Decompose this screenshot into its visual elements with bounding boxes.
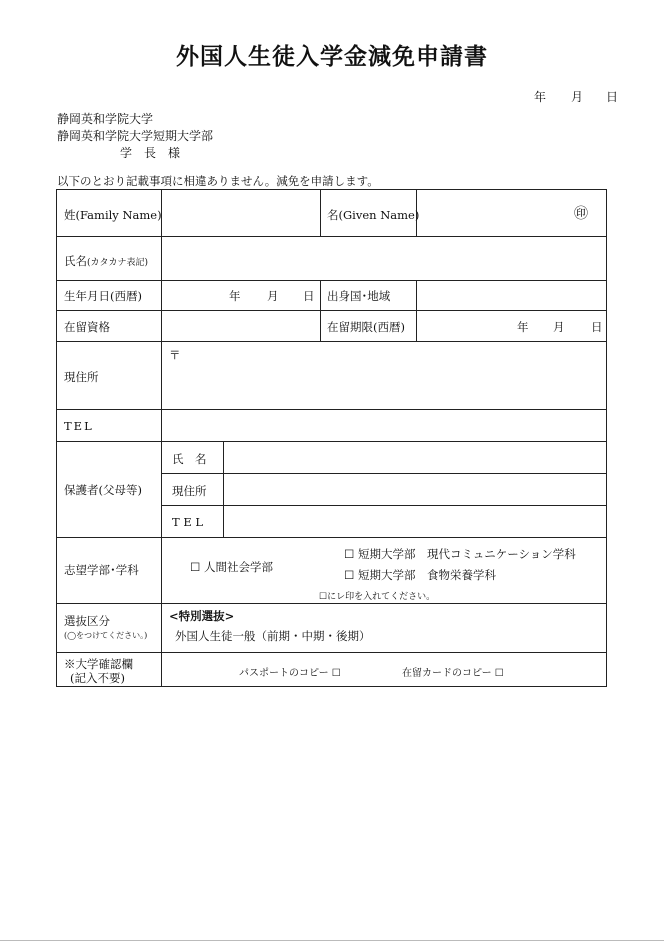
given-name-label: 名(Given Name) xyxy=(327,208,420,222)
application-form-table xyxy=(56,189,607,687)
residence-period-label: 在留期限(西暦) xyxy=(327,320,405,334)
addressee-president: 学 長 様 xyxy=(120,146,181,160)
kana-name-label: 氏名(カタカナ表記) xyxy=(64,254,149,268)
selection-option[interactable]: 外国人生徒一般（前期・中期・後期） xyxy=(175,629,371,643)
residence-status-field[interactable] xyxy=(163,312,318,340)
dept-option-nutrition[interactable]: ☐ 短期大学部 食物栄養学科 xyxy=(344,568,496,582)
date-month-label: 月 xyxy=(571,90,584,104)
selection-heading: <特別選抜> xyxy=(169,609,235,623)
birth-year-label: 年 xyxy=(229,289,241,303)
birthdate-label: 生年月日(西暦) xyxy=(64,289,142,303)
selection-label: 選抜区分 xyxy=(64,614,110,628)
page-bottom-divider xyxy=(0,940,664,941)
tel-field[interactable] xyxy=(163,411,603,440)
dept-instruction: ☐にレ印を入れてください。 xyxy=(319,592,436,602)
guardian-address-label: 現住所 xyxy=(172,484,207,498)
kana-name-field[interactable] xyxy=(163,238,603,278)
page-title: 外国人生徒入学金減免申請書 xyxy=(176,43,488,70)
guardian-tel-label: T E L xyxy=(172,515,204,529)
dept-option-communication[interactable]: ☐ 短期大学部 現代コミュニケーション学科 xyxy=(344,547,576,561)
guardian-name-label: 氏 名 xyxy=(172,452,207,466)
seal-mark: ㊞ xyxy=(574,206,588,222)
tel-label: TEL xyxy=(64,419,94,433)
guardian-tel-field[interactable] xyxy=(225,507,603,536)
birthplace-label: 出身国･地域 xyxy=(327,289,391,303)
family-name-label: 姓(Family Name) xyxy=(64,208,162,222)
period-year-label: 年 xyxy=(517,320,529,334)
residence-period-field[interactable] xyxy=(419,312,604,340)
address-field[interactable] xyxy=(163,343,603,407)
passport-copy-check[interactable]: パスポートのコピー ☐ xyxy=(239,668,341,679)
residence-status-label: 在留資格 xyxy=(64,320,110,334)
office-use-note: (記入不要) xyxy=(70,671,125,685)
postal-mark: 〒 xyxy=(169,348,181,362)
intro-statement: 以下のとおり記載事項に相違ありません。減免を申請します。 xyxy=(57,174,379,188)
period-month-label: 月 xyxy=(553,320,565,334)
residence-card-copy-check[interactable]: 在留カードのコピー ☐ xyxy=(402,668,504,679)
birth-day-label: 日 xyxy=(303,289,315,303)
birth-month-label: 月 xyxy=(267,289,279,303)
dept-option-humanities[interactable]: ☐ 人間社会学部 xyxy=(190,560,273,574)
period-day-label: 日 xyxy=(591,320,603,334)
date-day-label: 日 xyxy=(606,90,619,104)
department-label: 志望学部･学科 xyxy=(64,563,139,577)
selection-note: (◯をつけてください。) xyxy=(64,631,148,640)
guardian-label: 保護者(父母等) xyxy=(64,483,142,497)
address-label: 現住所 xyxy=(64,370,99,384)
guardian-name-field[interactable] xyxy=(225,443,603,472)
addressee-university: 静岡英和学院大学 xyxy=(57,112,154,126)
guardian-address-field[interactable] xyxy=(225,475,603,504)
office-use-label: ※大学確認欄 xyxy=(64,657,133,671)
given-name-field[interactable] xyxy=(419,192,569,234)
birthplace-field[interactable] xyxy=(419,282,604,309)
date-year-label: 年 xyxy=(534,90,547,104)
addressee-junior-college: 静岡英和学院大学短期大学部 xyxy=(57,129,214,143)
family-name-field[interactable] xyxy=(163,192,318,234)
